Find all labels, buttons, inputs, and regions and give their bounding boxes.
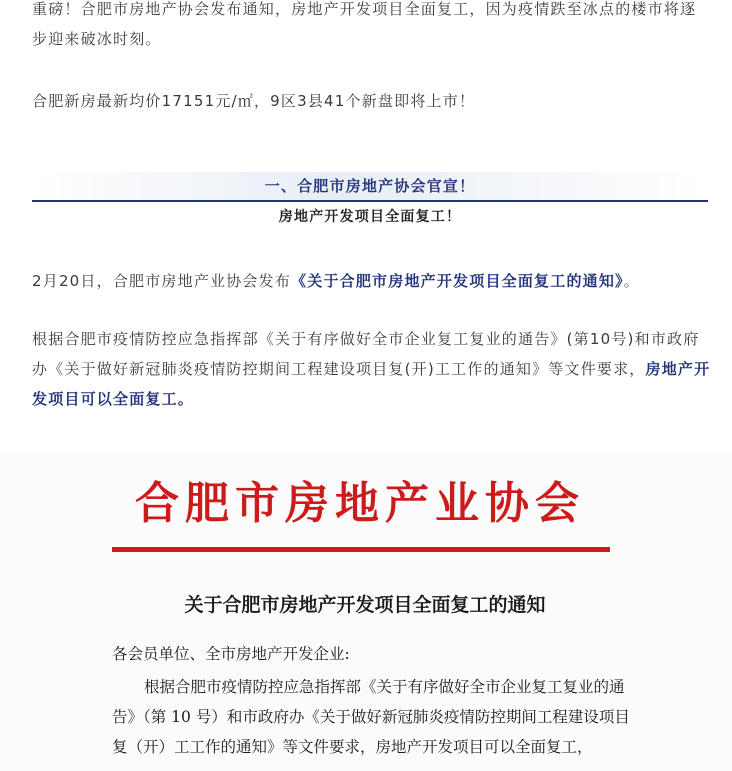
intro-paragraph-1: 重磅！合肥市房地产协会发布通知，房地产开发项目全面复工，因为疫情跌至冰点的楼市将逐步迎来破冰时刻。	[32, 0, 697, 48]
body-paragraph-2-text: 根据合肥市疫情防控应急指挥部《关于有序做好全市企业复工复业的通告》(第10号)和市政府办《关于做好新冠肺炎疫情防控期间工程建设项目复(开)工工作的通知》等文件要求，	[32, 330, 700, 378]
notice-red-rule	[112, 547, 610, 552]
section-header	[32, 172, 708, 232]
section-subheading: 房地产开发项目全面复工！	[278, 209, 462, 225]
notice-org-header: 合肥市房地产业协会	[135, 478, 585, 529]
notice-body: 根据合肥市疫情防控应急指挥部《关于有序做好全市企业复工复业的通告》（第 10 号）和市政府办《关于做好新冠肺炎疫情防控期间工程建设项目复（开）工工作的通知》等文件要求，房地产开发项目可以全面复工，	[112, 678, 630, 756]
notice-salutation: 各会员单位、全市房地产开发企业:	[112, 645, 350, 663]
body-paragraph-1	[32, 266, 712, 296]
notice-title-highlight: 《关于合肥市房地产开发项目全面复工的通知》	[291, 272, 624, 290]
notice-image	[0, 452, 732, 771]
body-paragraph-1-text: 2月20日，合肥市房地产业协会发布	[32, 272, 292, 290]
section-heading: 一、合肥市房地产协会官宣！	[32, 172, 708, 200]
intro-paragraph-2: 合肥新房最新均价17151元/㎡，9区3县41个新盘即将上市！	[32, 92, 476, 110]
resumption-highlight: 房地产开发项目可以全面复工。	[32, 360, 711, 408]
body-paragraph-2	[32, 324, 712, 414]
body-paragraph-1-end: 。	[623, 272, 640, 290]
notice-title: 关于合肥市房地产开发项目全面复工的通知	[184, 594, 546, 616]
